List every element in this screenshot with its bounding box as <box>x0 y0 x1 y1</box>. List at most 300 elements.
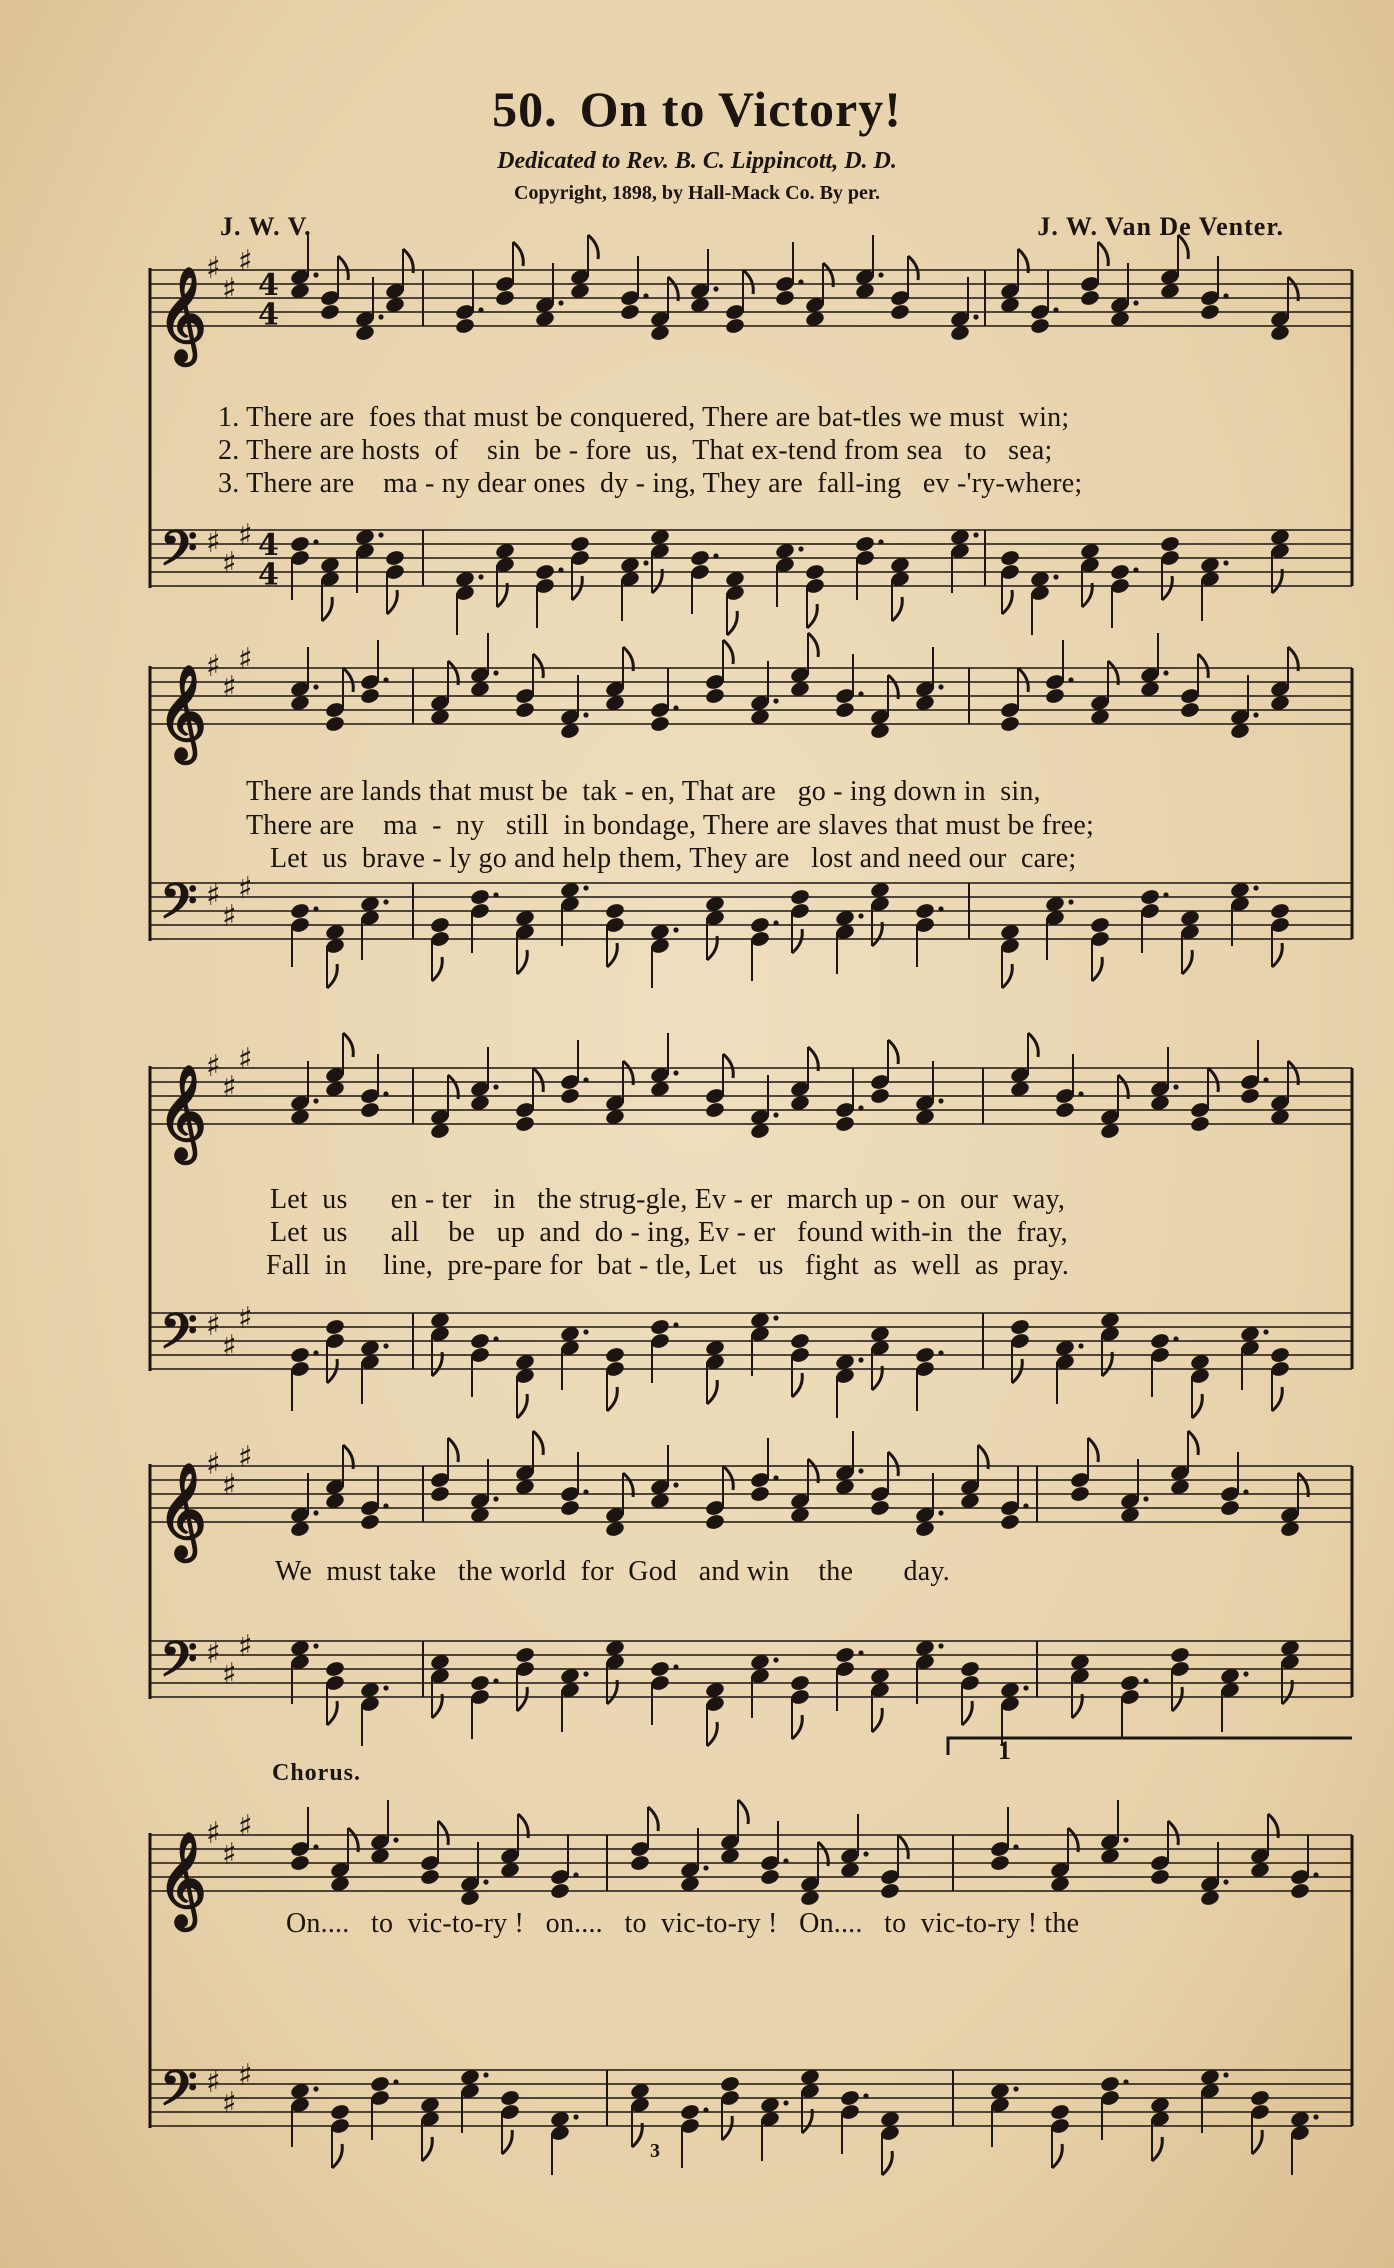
note-head <box>1169 1646 1190 1664</box>
note-flag <box>707 1380 717 1404</box>
note-dot <box>878 272 883 277</box>
note-dot <box>583 885 588 890</box>
key-signature-sharp-icon: ♯ <box>206 1636 221 1671</box>
key-signature-sharp-icon: ♯ <box>222 1657 237 1692</box>
note-dot <box>798 546 803 551</box>
key-signature-sharp-icon: ♯ <box>238 518 253 553</box>
note-dot <box>858 691 863 696</box>
note-dot <box>773 698 778 703</box>
note-dot <box>798 279 803 284</box>
note-dot <box>1143 1678 1148 1683</box>
key-signature-sharp-icon: ♯ <box>206 1049 221 1084</box>
note-dot <box>1078 1343 1083 1348</box>
note-head <box>889 303 910 321</box>
note-dot <box>1223 560 1228 565</box>
note-flag <box>723 640 733 664</box>
time-signature-bottom: 4 <box>258 557 279 593</box>
note-head <box>1109 563 1130 581</box>
note-head <box>1089 916 1110 934</box>
note-dot <box>1133 300 1138 305</box>
note-flag <box>1088 1438 1098 1462</box>
note-flag <box>792 1715 802 1739</box>
note-head <box>834 1646 855 1664</box>
note-head <box>999 715 1020 733</box>
note-dot <box>313 272 318 277</box>
note-head <box>289 535 310 553</box>
note-flag <box>1152 2137 1162 2161</box>
note-dot <box>1313 1872 1318 1877</box>
note-dot <box>858 1357 863 1362</box>
note-dot <box>973 314 978 319</box>
note-head <box>559 1087 580 1105</box>
note-head <box>289 1854 310 1872</box>
note-head <box>759 1868 780 1886</box>
note-dot <box>393 1837 398 1842</box>
note-head <box>429 916 450 934</box>
note-head <box>724 317 745 335</box>
note-head <box>999 549 1020 567</box>
note-head <box>704 687 725 705</box>
note-flag <box>517 1687 527 1711</box>
note-head <box>359 1513 380 1531</box>
note-flag <box>1012 1359 1022 1383</box>
note-dot <box>493 670 498 675</box>
note-head <box>329 2103 350 2121</box>
note-head <box>1189 1115 1210 1133</box>
note-dot <box>1123 2079 1128 2084</box>
note-head <box>804 563 825 581</box>
note-flag <box>1188 1431 1198 1455</box>
note-head <box>359 687 380 705</box>
note-flag <box>807 604 817 628</box>
note-dot <box>573 1872 578 1877</box>
note-head <box>749 1485 770 1503</box>
note-dot <box>1143 1496 1148 1501</box>
note-head <box>834 701 855 719</box>
note-dot <box>383 1343 388 1348</box>
note-dot <box>863 1851 868 1856</box>
note-dot <box>313 684 318 689</box>
bass-clef-icon: 𝄢 <box>160 520 198 588</box>
time-signature-top: 4 <box>258 268 279 304</box>
note-dot <box>1078 1091 1083 1096</box>
note-dot <box>713 286 718 291</box>
key-signature-sharp-icon: ♯ <box>206 1447 221 1482</box>
verse-1-line-2: There are lands that must be tak - en, That are go - ing down in sin, <box>246 776 1041 807</box>
note-dot <box>1223 2072 1228 2077</box>
verse-1-line-3: Let us en - ter in the strug-gle, Ev - er march up - on our way, <box>270 1184 1066 1215</box>
note-flag <box>533 654 543 678</box>
key-signature-sharp-icon: ♯ <box>222 272 237 307</box>
note-dot <box>383 1091 388 1096</box>
note-dot <box>1263 1329 1268 1334</box>
key-signature-sharp-icon: ♯ <box>222 1070 237 1105</box>
note-head <box>534 563 555 581</box>
note-head <box>879 1882 900 1900</box>
verse-3-line-2: Let us brave - ly go and help them, They are lost and need our care; <box>270 843 1077 874</box>
verse-line-4: We must take the world for God and win the day. <box>275 1556 950 1587</box>
note-head <box>324 1318 345 1336</box>
note-flag <box>743 270 753 294</box>
note-head <box>1239 1087 1260 1105</box>
key-signature-sharp-icon: ♯ <box>238 642 253 677</box>
note-dot <box>1223 293 1228 298</box>
note-flag <box>723 1054 733 1078</box>
note-flag <box>1052 2144 1062 2168</box>
note-flag <box>517 1394 527 1418</box>
note-dot <box>703 1865 708 1870</box>
note-head <box>869 1087 890 1105</box>
key-signature-sharp-icon: ♯ <box>238 1629 253 1664</box>
note-head <box>774 289 795 307</box>
note-head <box>1099 2075 1120 2093</box>
note-dot <box>783 2100 788 2105</box>
note-head <box>649 715 670 733</box>
note-dot <box>938 1643 943 1648</box>
note-dot <box>1313 2114 1318 2119</box>
note-head <box>559 1499 580 1517</box>
note-dot <box>1163 892 1168 897</box>
note-dot <box>1263 1077 1268 1082</box>
note-dot <box>583 1329 588 1334</box>
note-dot <box>938 1098 943 1103</box>
note-flag <box>882 2151 892 2175</box>
note-flag <box>607 1387 617 1411</box>
note-head <box>1079 289 1100 307</box>
note-head <box>1069 1485 1090 1503</box>
verse-1-line-1: 1. There are foes that must be conquered, There are bat-tles we must win; <box>218 402 1070 433</box>
note-head <box>834 1115 855 1133</box>
note-head <box>514 1115 535 1133</box>
note-dot <box>1123 1837 1128 1842</box>
note-dot <box>1023 1685 1028 1690</box>
key-signature-sharp-icon: ♯ <box>206 1816 221 1851</box>
note-dot <box>773 1112 778 1117</box>
note-dot <box>383 899 388 904</box>
note-dot <box>313 1098 318 1103</box>
note-flag <box>343 668 353 692</box>
note-flag <box>722 2116 732 2140</box>
note-head <box>514 701 535 719</box>
note-dot <box>938 684 943 689</box>
note-head <box>649 1318 670 1336</box>
note-flag <box>872 1708 882 1732</box>
note-flag <box>792 929 802 953</box>
note-dot <box>313 906 318 911</box>
note-dot <box>483 1879 488 1884</box>
key-signature-sharp-icon: ♯ <box>206 1308 221 1343</box>
note-flag <box>1028 1033 1038 1057</box>
note-head <box>1249 2089 1270 2107</box>
note-dot <box>1173 1336 1178 1341</box>
note-head <box>649 1660 670 1678</box>
note-head <box>854 535 875 553</box>
page-number: 3 <box>650 2140 660 2162</box>
key-signature-sharp-icon: ♯ <box>238 1440 253 1475</box>
note-dot <box>1253 885 1258 890</box>
key-signature-sharp-icon: ♯ <box>238 871 253 906</box>
treble-clef-icon: 𝄞 <box>158 1064 207 1160</box>
note-flag <box>533 1431 543 1455</box>
note-flag <box>432 957 442 981</box>
note-dot <box>673 1664 678 1669</box>
note-dot <box>1243 1489 1248 1494</box>
note-head <box>324 1660 345 1678</box>
note-dot <box>313 539 318 544</box>
note-flag <box>422 2137 432 2161</box>
note-flag <box>1182 950 1192 974</box>
note-flag <box>448 1438 458 1462</box>
note-dot <box>1068 677 1073 682</box>
note-dot <box>583 1671 588 1676</box>
note-dot <box>313 2086 318 2091</box>
hymn-title-text: On to Victory! <box>579 81 902 137</box>
note-head <box>1179 701 1200 719</box>
note-flag <box>898 1835 908 1859</box>
note-head <box>619 303 640 321</box>
note-flag <box>438 1821 448 1845</box>
note-flag <box>1172 1687 1182 1711</box>
note-flag <box>1192 1394 1202 1418</box>
note-dot <box>643 293 648 298</box>
note-head <box>1219 1499 1240 1517</box>
note-flag <box>892 597 902 621</box>
note-dot <box>383 1503 388 1508</box>
chorus-lyrics: On.... to vic-to-ry ! on.... to vic-to-ry ! On.... to vic-to-ry ! the <box>286 1908 1080 1939</box>
note-head <box>1009 1318 1030 1336</box>
note-dot <box>583 1077 588 1082</box>
note-flag <box>1092 957 1102 981</box>
verse-2-line-2: There are ma - ny still in bondage, There are slaves that must be free; <box>246 810 1094 841</box>
note-head <box>1029 317 1050 335</box>
note-head <box>469 1674 490 1692</box>
key-signature-sharp-icon: ♯ <box>238 1809 253 1844</box>
note-flag <box>387 590 397 614</box>
note-dot <box>493 892 498 897</box>
note-dot <box>493 1678 498 1683</box>
bass-clef-icon: 𝄢 <box>160 1631 198 1699</box>
key-signature-sharp-icon: ♯ <box>206 251 221 286</box>
note-flag <box>908 256 918 280</box>
verse-3-line-3: Fall in line, pre-pare for bat - tle, Let us fight as well as pray. <box>266 1250 1070 1281</box>
note-dot <box>1253 712 1258 717</box>
words-author: J. W. V. <box>220 212 312 241</box>
note-head <box>914 902 935 920</box>
treble-clef-icon: 𝄞 <box>158 1831 207 1927</box>
note-head <box>1149 1868 1170 1886</box>
note-head <box>1049 2103 1070 2121</box>
key-signature-sharp-icon: ♯ <box>206 525 221 560</box>
dedication: Dedicated to Rev. B. C. Lippincott, D. D. <box>497 148 897 174</box>
note-flag <box>1272 1387 1282 1411</box>
key-signature-sharp-icon: ♯ <box>222 2086 237 2121</box>
note-dot <box>973 532 978 537</box>
note-dot <box>1163 670 1168 675</box>
verse-2-line-3: Let us all be up and do - ing, Ev - er found with-in the fray, <box>270 1217 1068 1248</box>
note-head <box>959 1660 980 1678</box>
note-dot <box>1053 574 1058 579</box>
bass-clef-icon: 𝄢 <box>160 2060 198 2128</box>
note-dot <box>383 1685 388 1690</box>
treble-clef-icon: 𝄞 <box>158 1462 207 1558</box>
note-head <box>384 549 405 567</box>
note-head <box>869 1499 890 1517</box>
note-head <box>704 1513 725 1531</box>
note-head <box>1044 687 1065 705</box>
note-dot <box>773 920 778 925</box>
treble-clef-icon: 𝄞 <box>158 266 207 362</box>
key-signature-sharp-icon: ♯ <box>238 1042 253 1077</box>
note-dot <box>863 2093 868 2098</box>
note-dot <box>1013 1844 1018 1849</box>
note-head <box>569 535 590 553</box>
note-dot <box>673 927 678 932</box>
note-head <box>1269 1346 1290 1364</box>
note-dot <box>313 1844 318 1849</box>
note-flag <box>533 1068 543 1092</box>
note-head <box>499 2089 520 2107</box>
note-dot <box>938 1350 943 1355</box>
note-head <box>494 289 515 307</box>
note-flag <box>502 2130 512 2154</box>
key-signature-sharp-icon: ♯ <box>222 1468 237 1503</box>
time-signature-bottom: 4 <box>258 297 279 333</box>
note-dot <box>558 300 563 305</box>
note-flag <box>327 964 337 988</box>
note-dot <box>378 314 383 319</box>
note-flag <box>808 633 818 657</box>
note-dot <box>1068 899 1073 904</box>
note-dot <box>583 1489 588 1494</box>
note-head <box>1269 902 1290 920</box>
note-dot <box>313 1643 318 1648</box>
key-signature-sharp-icon: ♯ <box>222 670 237 705</box>
key-signature-sharp-icon: ♯ <box>238 244 253 279</box>
note-head <box>914 1346 935 1364</box>
note-head <box>689 549 710 567</box>
note-dot <box>673 705 678 710</box>
note-flag <box>738 1800 748 1824</box>
note-head <box>1054 1101 1075 1119</box>
first-ending-number: 1 <box>998 1736 1011 1765</box>
note-dot <box>673 1322 678 1327</box>
note-head <box>679 2103 700 2121</box>
note-head <box>604 902 625 920</box>
note-dot <box>673 1482 678 1487</box>
note-dot <box>383 677 388 682</box>
note-flag <box>572 576 582 600</box>
note-dot <box>673 1070 678 1075</box>
note-dot <box>858 1468 863 1473</box>
note-flag <box>648 1807 658 1831</box>
note-head <box>1119 1674 1140 1692</box>
note-flag <box>343 1033 353 1057</box>
note-flag <box>322 597 332 621</box>
note-dot <box>313 1510 318 1515</box>
note-flag <box>1018 668 1028 692</box>
key-signature-sharp-icon: ♯ <box>238 2058 253 2093</box>
note-head <box>289 1346 310 1364</box>
chorus-label: Chorus. <box>272 1760 362 1786</box>
note-head <box>359 1101 380 1119</box>
note-dot <box>858 1105 863 1110</box>
note-dot <box>1133 567 1138 572</box>
note-head <box>789 1332 810 1350</box>
hymn-number: 50. <box>492 81 558 137</box>
note-dot <box>773 1475 778 1480</box>
note-dot <box>1243 1671 1248 1676</box>
note-flag <box>1198 654 1208 678</box>
key-signature-sharp-icon: ♯ <box>222 546 237 581</box>
treble-clef-icon: 𝄞 <box>158 664 207 760</box>
note-dot <box>1223 1879 1228 1884</box>
note-head <box>324 715 345 733</box>
note-dot <box>1173 1084 1178 1089</box>
note-head <box>789 1674 810 1692</box>
note-dot <box>713 553 718 558</box>
note-dot <box>378 532 383 537</box>
note-head <box>319 303 340 321</box>
note-head <box>1289 1882 1310 1900</box>
note-head <box>704 1101 725 1119</box>
verse-2-line-1: 2. There are hosts of sin be - fore us, That ex-tend from sea to sea; <box>218 435 1053 466</box>
note-dot <box>493 1084 498 1089</box>
bass-clef-icon: 𝄢 <box>160 1303 198 1371</box>
key-signature-sharp-icon: ♯ <box>238 1301 253 1336</box>
note-dot <box>1053 307 1058 312</box>
note-dot <box>573 2114 578 2119</box>
verse-3-line-1: 3. There are ma - ny dear ones dy - ing, They are fall-ing ev -'ry-where; <box>218 468 1083 499</box>
note-flag <box>338 256 348 280</box>
note-flag <box>332 2144 342 2168</box>
note-head <box>629 1854 650 1872</box>
note-flag <box>1002 964 1012 988</box>
note-flag <box>1002 590 1012 614</box>
note-dot <box>313 1350 318 1355</box>
note-flag <box>327 1359 337 1383</box>
note-dot <box>703 2107 708 2112</box>
note-dot <box>493 1336 498 1341</box>
note-flag <box>607 943 617 967</box>
note-head <box>454 317 475 335</box>
note-flag <box>1162 576 1172 600</box>
note-head <box>604 1346 625 1364</box>
note-dot <box>938 1510 943 1515</box>
note-flag <box>513 242 523 266</box>
note-dot <box>858 913 863 918</box>
key-signature-sharp-icon: ♯ <box>206 2065 221 2100</box>
note-dot <box>558 567 563 572</box>
note-dot <box>493 1496 498 1501</box>
note-dot <box>773 1657 778 1662</box>
note-flag <box>723 1466 733 1490</box>
note-dot <box>938 906 943 911</box>
note-flag <box>962 1701 972 1725</box>
note-flag <box>1272 943 1282 967</box>
note-dot <box>783 1858 788 1863</box>
note-dot <box>643 560 648 565</box>
key-signature-sharp-icon: ♯ <box>206 649 221 684</box>
note-flag <box>727 611 737 635</box>
bass-clef-icon: 𝄢 <box>160 873 198 941</box>
note-flag <box>1168 1821 1178 1845</box>
note-dot <box>773 1315 778 1320</box>
key-signature-sharp-icon: ♯ <box>222 1329 237 1364</box>
note-flag <box>707 1722 717 1746</box>
note-dot <box>393 2079 398 2084</box>
note-head <box>549 1882 570 1900</box>
copyright-notice: Copyright, 1898, by Hall-Mack Co. By per. <box>514 182 880 204</box>
